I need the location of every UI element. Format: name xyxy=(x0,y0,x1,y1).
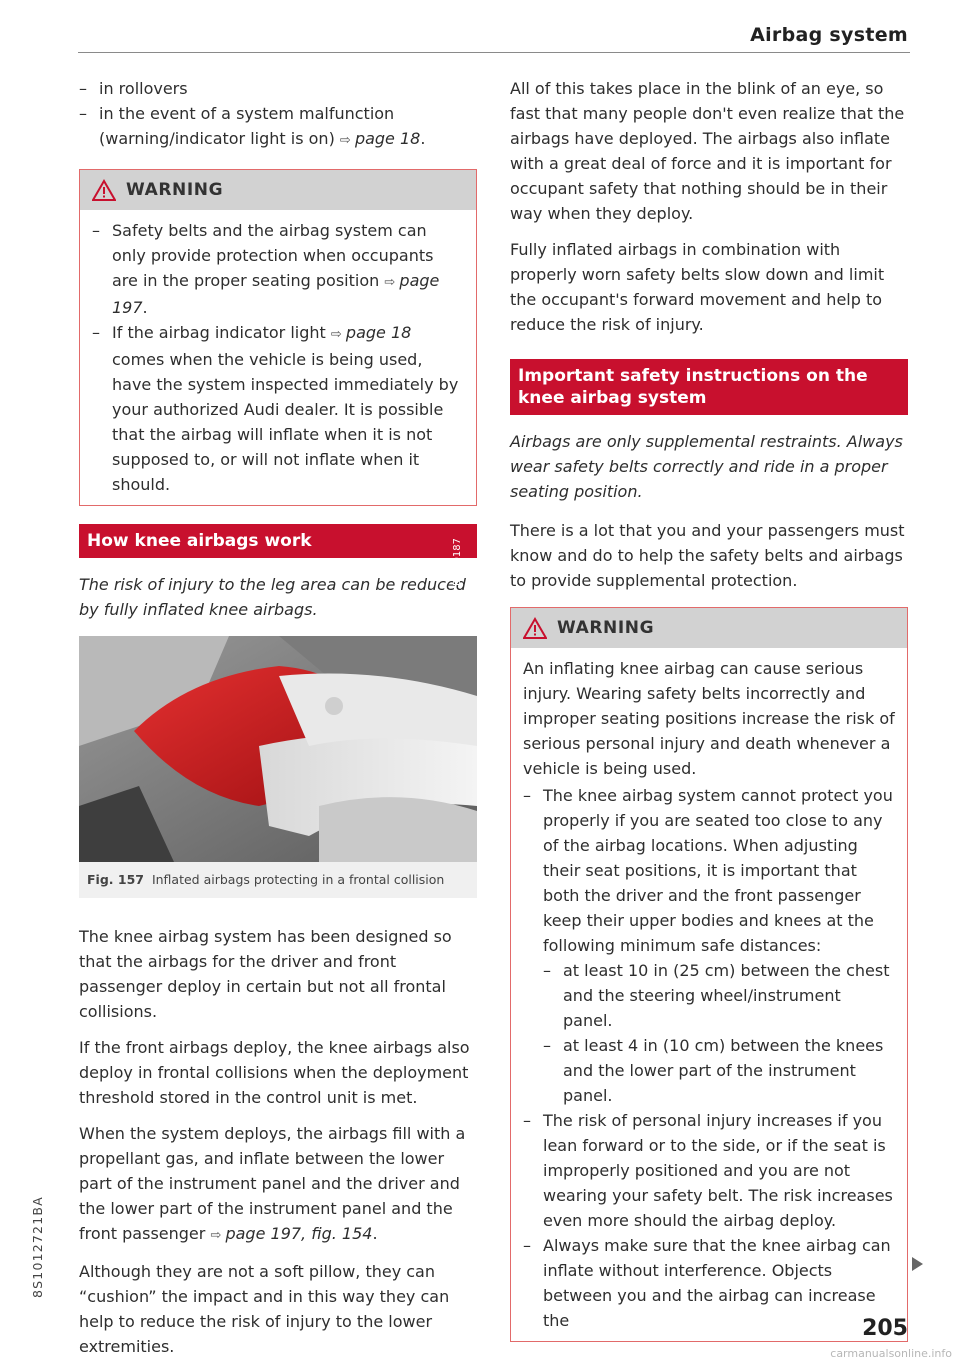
section-intro: The risk of injury to the leg area can be reduced by fully inflated knee airbags. xyxy=(79,575,466,619)
figure xyxy=(79,636,477,898)
list-item: – in the event of a system malfunction (warning/indicator light is on) ⇨ page 18. xyxy=(79,101,477,153)
warning-triangle-icon xyxy=(92,179,116,201)
body-paragraph: All of this takes place in the blink of an eye, so fast that many people don't even realize that the airbags have deployed. The airbags also inflate with a great deal of force and it is important for occupant safety that nothing should be in their way when they deploy. xyxy=(510,79,905,223)
warning-lead: An inflating knee airbag can cause serious injury. Wearing safety belts incorrectly and improper seating positions increase the risk of serious personal injury and death whenever a vehicle is being used. xyxy=(523,659,895,778)
document-code: 8S1012721BA xyxy=(30,1196,45,1298)
list-item: – The risk of personal injury increases if you lean forward or to the side, or if the seat is improperly positioned and you are not wearing your safety belt. The risk increases even more should the airbag deploy. xyxy=(523,1108,895,1233)
body-paragraph: When the system deploys, the airbags fill with a propellant gas, and inflate between the lower part of the instrument panel and the driver and the lower part of the instrument panel and the front passenger ⇨ page 197, fig. 154. xyxy=(79,1121,477,1248)
section-intro: Airbags are only supplemental restraints. Always wear safety belts correctly and ride in a proper seating position. xyxy=(510,432,903,501)
warning-title: WARNING xyxy=(126,179,224,200)
distance-list xyxy=(543,958,895,1108)
body-paragraph: Although they are not a soft pillow, they can “cushion” the impact and in this way they can help to reduce the risk of injury to the lower extremities. xyxy=(79,1262,450,1356)
body-paragraph: There is a lot that you and your passengers must know and do to help the safety belts and airbags to provide supplemental protection. xyxy=(510,521,905,590)
warning-header xyxy=(80,170,476,210)
list-item: – If the airbag indicator light ⇨ page 18 comes when the vehicle is being used, have the system inspected immediately by your authorized Audi dealer. It is possible that the airbag will inflate when it is not supposed to, or will not inflate when it should. xyxy=(92,320,464,497)
warning-box xyxy=(510,607,908,1342)
warning-triangle-icon xyxy=(523,617,547,639)
list-item: – The knee airbag system cannot protect you properly if you are seated too close to any of the airbag locations. When adjusting their seat positions, it is important that both the driver and the front passenger keep their upper bodies and knees at the following minimum safe distances: – at least 10 in (25 cm) between the chest and the steering wheel/instrument panel. – at least 4 in (10 cm) between the knees and the lower part of the instrument panel. xyxy=(523,783,895,1108)
list-item: – Safety belts and the airbag system can only provide protection when occupants are in the proper seating position ⇨ page 197. xyxy=(92,218,464,320)
figure-label: Fig. 157 xyxy=(87,872,144,887)
page-reference-link[interactable]: ⇨ page 18 xyxy=(340,129,420,148)
rollover-list xyxy=(79,76,477,153)
body-paragraph: The knee airbag system has been designed so that the airbags for the driver and front passenger deploy in certain but not all frontal collisions. xyxy=(79,927,452,1021)
figure-caption: Fig. 157 Inflated airbags protecting in a frontal collision xyxy=(87,872,445,887)
page-reference-link[interactable]: ⇨ page 197, fig. 154 xyxy=(210,1224,372,1243)
warning-title: WARNING xyxy=(557,617,655,638)
watermark: carmanualsonline.info xyxy=(830,1347,952,1360)
page-reference-link[interactable]: ⇨ page 18 xyxy=(331,323,411,342)
knee-airbag-illustration xyxy=(79,636,477,862)
page-number: 205 xyxy=(862,1316,908,1341)
running-header: Airbag system xyxy=(750,24,908,46)
left-column xyxy=(79,76,477,1370)
warning-box xyxy=(79,169,477,506)
body-paragraph: Fully inflated airbags in combination with properly worn safety belts slow down and limit the occupant's forward movement and help to reduce the risk of injury. xyxy=(510,240,885,334)
list-item: – Always make sure that the knee airbag can inflate without interference. Objects between you and the airbag can increase the xyxy=(523,1233,895,1333)
continue-arrow-icon xyxy=(912,1257,923,1271)
warning-header xyxy=(511,608,907,648)
right-column xyxy=(510,76,908,1360)
body-paragraph: If the front airbags deploy, the knee airbags also deploy in frontal collisions when the deployment threshold stored in the control unit is met. xyxy=(79,1038,470,1107)
page-reference-link[interactable]: ⇨ page 197 xyxy=(112,271,439,317)
warning-body xyxy=(80,210,476,505)
list-item: – at least 4 in (10 cm) between the knees and the lower part of the instrument panel. xyxy=(543,1033,895,1108)
header-divider xyxy=(78,52,910,53)
section-heading: How knee airbags work xyxy=(79,524,477,558)
warning-body xyxy=(511,648,907,1341)
figure-code: BFV-0187 xyxy=(452,538,463,586)
list-item: – in rollovers xyxy=(79,76,477,101)
list-item: – at least 10 in (25 cm) between the chest and the steering wheel/instrument panel. xyxy=(543,958,895,1033)
section-heading: Important safety instructions on the knee airbag system xyxy=(510,359,908,415)
